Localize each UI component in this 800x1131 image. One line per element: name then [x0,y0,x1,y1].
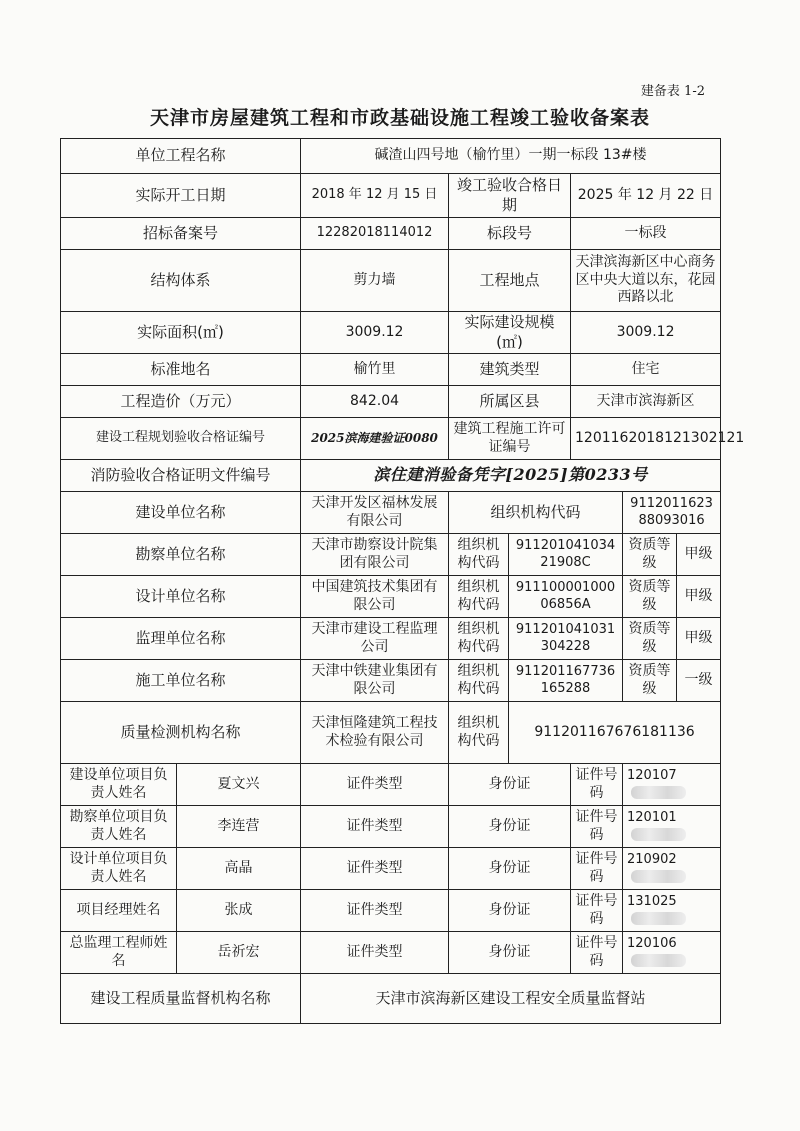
survey-qual-label: 资质等级 [623,534,677,576]
survey-qual: 甲级 [677,534,721,576]
survey-code: 91120104103421908C [509,534,623,576]
id-no-label: 证件号码 [571,932,623,974]
design-code-label: 组织机构代码 [449,576,509,618]
fire-cert-label: 消防验收合格证明文件编号 [61,460,301,492]
supervision-name: 天津市建设工程监理公司 [301,618,449,660]
person-name: 岳祈宏 [177,932,301,974]
row-planning-cert [61,418,721,460]
project-name-value: 碱渣山四号地（榆竹里）一期一标段 13#楼 [301,139,721,174]
area-value: 3009.12 [301,312,449,354]
id-no-label: 证件号码 [571,764,623,806]
person-name: 李连营 [177,806,301,848]
person-role: 总监理工程师姓名 [61,932,177,974]
row-supervisor [61,974,721,1024]
scale-value: 3009.12 [571,312,721,354]
person-role: 勘察单位项目负责人姓名 [61,806,177,848]
fire-cert-value: 滨住建消验备凭字[2025]第0233号 [301,460,721,492]
testing-name: 天津恒隆建筑工程技术检验有限公司 [301,702,449,764]
survey-code-label: 组织机构代码 [449,534,509,576]
supervision-qual-label: 资质等级 [623,618,677,660]
person-role: 项目经理姓名 [61,890,177,932]
cost-value: 842.04 [301,386,449,418]
row-dates [61,174,721,218]
area-label: 实际面积(㎡) [61,312,301,354]
design-qual-label: 资质等级 [623,576,677,618]
row-std-name [61,354,721,386]
std-name-value: 榆竹里 [301,354,449,386]
section-no-label: 标段号 [449,218,571,250]
id-type-label: 证件类型 [301,764,449,806]
redaction-blur [631,954,686,967]
row-survey [61,534,721,576]
id-type-value: 身份证 [449,890,571,932]
testing-code: 911201167676181136 [509,702,721,764]
design-qual: 甲级 [677,576,721,618]
builder-label: 建设单位名称 [61,492,301,534]
cost-label: 工程造价（万元） [61,386,301,418]
construction-label: 施工单位名称 [61,660,301,702]
testing-code-label: 组织机构代码 [449,702,509,764]
testing-label: 质量检测机构名称 [61,702,301,764]
acceptance-date-label: 竣工验收合格日期 [449,174,571,218]
builder-code-label: 组织机构代码 [449,492,623,534]
construction-name: 天津中铁建业集团有限公司 [301,660,449,702]
person-role: 设计单位项目负责人姓名 [61,848,177,890]
supervision-label: 监理单位名称 [61,618,301,660]
construction-code: 911201167736165288 [509,660,623,702]
row-builder [61,492,721,534]
location-value: 天津滨海新区中心商务区中央大道以东，花园西路以北 [571,250,721,312]
person-row [61,764,721,806]
person-name: 张成 [177,890,301,932]
construction-qual: 一级 [677,660,721,702]
builder-code: 911201162388093016 [623,492,721,534]
id-type-value: 身份证 [449,806,571,848]
filing-form-table [60,138,745,1024]
id-prefix: 120101 [627,809,677,825]
district-label: 所属区县 [449,386,571,418]
start-date-label: 实际开工日期 [61,174,301,218]
row-structure [61,250,721,312]
supervision-qual: 甲级 [677,618,721,660]
tender-no-value: 12282018114012 [301,218,449,250]
supervision-code-label: 组织机构代码 [449,618,509,660]
row-fire-cert [61,460,721,492]
bldg-type-value: 住宅 [571,354,721,386]
structure-value: 剪力墙 [301,250,449,312]
row-supervision [61,618,721,660]
permit-label: 建筑工程施工许可证编号 [449,418,571,460]
person-row [61,890,721,932]
id-type-value: 身份证 [449,848,571,890]
supervision-code: 911201041031304228 [509,618,623,660]
construction-qual-label: 资质等级 [623,660,677,702]
supervisor-value: 天津市滨海新区建设工程安全质量监督站 [301,974,721,1024]
redaction-blur [631,912,686,925]
id-prefix: 120107 [627,767,677,783]
id-prefix: 120106 [627,935,677,951]
id-type-label: 证件类型 [301,806,449,848]
structure-label: 结构体系 [61,250,301,312]
row-design [61,576,721,618]
permit-value: 1201162018121302121 [571,418,721,460]
design-name: 中国建筑技术集团有限公司 [301,576,449,618]
document-title: 天津市房屋建筑工程和市政基础设施工程竣工验收备案表 [149,107,650,129]
redaction-blur [631,870,686,883]
person-row [61,806,721,848]
section-no-value: 一标段 [571,218,721,250]
builder-name: 天津开发区福林发展有限公司 [301,492,449,534]
std-name-label: 标准地名 [61,354,301,386]
id-type-label: 证件类型 [301,890,449,932]
id-number [623,848,721,890]
id-type-label: 证件类型 [301,932,449,974]
id-number [623,764,721,806]
location-label: 工程地点 [449,250,571,312]
row-construction [61,660,721,702]
construction-code-label: 组织机构代码 [449,660,509,702]
id-number [623,806,721,848]
design-label: 设计单位名称 [61,576,301,618]
row-cost [61,386,721,418]
person-name: 高晶 [177,848,301,890]
design-code: 91110000100006856A [509,576,623,618]
person-row [61,932,721,974]
redaction-blur [631,786,686,799]
person-role: 建设单位项目负责人姓名 [61,764,177,806]
row-tender [61,218,721,250]
id-number [623,890,721,932]
id-prefix: 210902 [627,851,677,867]
project-name-label: 单位工程名称 [61,139,301,174]
redaction-blur [631,828,686,841]
planning-cert-label: 建设工程规划验收合格证编号 [61,418,301,460]
row-testing [61,702,721,764]
id-type-label: 证件类型 [301,848,449,890]
id-number [623,932,721,974]
bldg-type-label: 建筑类型 [449,354,571,386]
district-value: 天津市滨海新区 [571,386,721,418]
id-no-label: 证件号码 [571,806,623,848]
supervisor-label: 建设工程质量监督机构名称 [61,974,301,1024]
id-type-value: 身份证 [449,932,571,974]
survey-label: 勘察单位名称 [61,534,301,576]
id-no-label: 证件号码 [571,890,623,932]
id-no-label: 证件号码 [571,848,623,890]
row-area [61,312,721,354]
scale-label: 实际建设规模(㎡) [449,312,571,354]
start-date-value: 2018 年 12 月 15 日 [301,174,449,218]
acceptance-date-value: 2025 年 12 月 22 日 [571,174,721,218]
person-name: 夏文兴 [177,764,301,806]
id-prefix: 131025 [627,893,677,909]
person-row [61,848,721,890]
id-type-value: 身份证 [449,764,571,806]
survey-name: 天津市勘察设计院集团有限公司 [301,534,449,576]
row-project-name [61,139,721,174]
planning-cert-value: 2025滨海建验证0080 [301,418,449,460]
form-code: 建备表 1-2 [640,84,705,99]
tender-no-label: 招标备案号 [61,218,301,250]
